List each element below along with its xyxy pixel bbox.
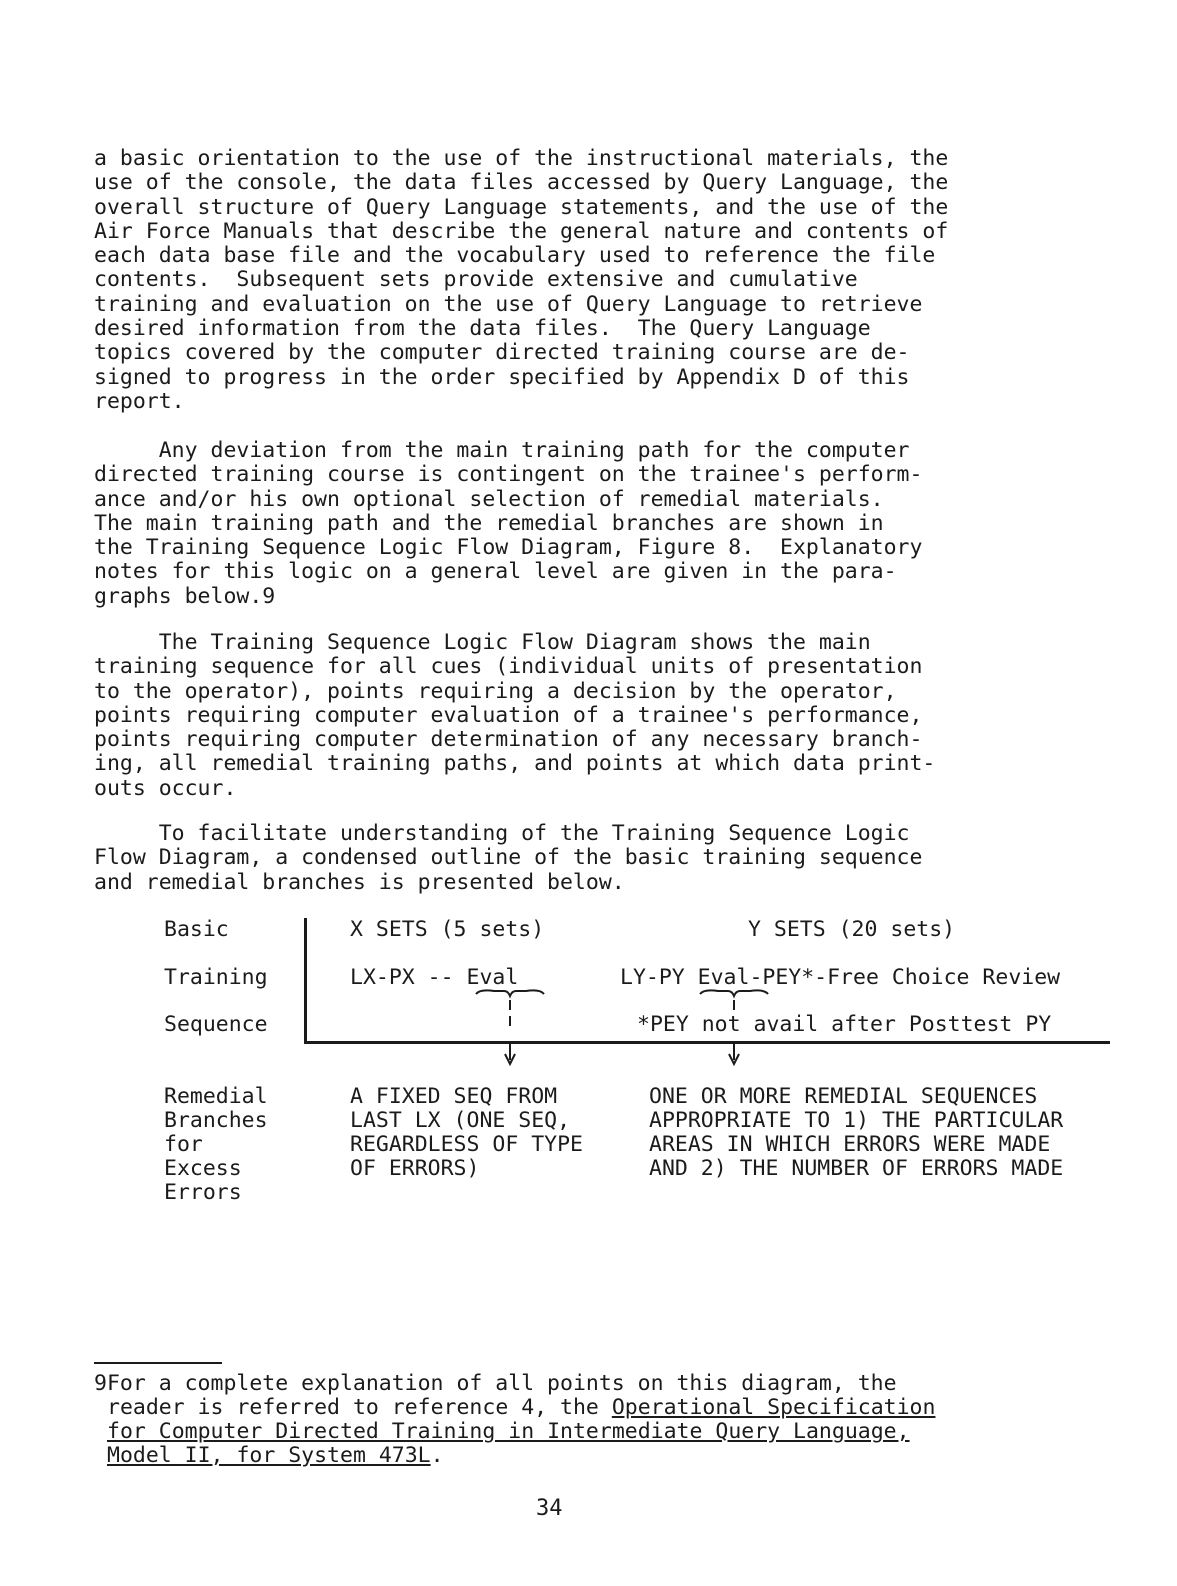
x-brace-connector xyxy=(470,988,550,1068)
row-label-basic: Basic xyxy=(164,917,229,942)
x-remedial-1: A FIXED SEQ FROM xyxy=(350,1084,558,1109)
x-remedial-4: OF ERRORS) xyxy=(350,1156,480,1181)
y-remedial-3: AREAS IN WHICH ERRORS WERE MADE xyxy=(649,1132,1051,1157)
y-brace-connector xyxy=(694,988,774,1068)
remedial-label-5: Errors xyxy=(164,1180,242,1205)
y-remedial-4: AND 2) THE NUMBER OF ERRORS MADE xyxy=(649,1156,1064,1181)
footnote-line-4: Model II, for System 473L. xyxy=(107,1443,444,1468)
y-remedial-2: APPROPRIATE TO 1) THE PARTICULAR xyxy=(649,1108,1064,1133)
footnote-separator xyxy=(94,1362,222,1364)
footnote-marker: 9 xyxy=(94,1371,107,1396)
y-sets-header: Y SETS (20 sets) xyxy=(748,917,956,942)
y-remedial-1: ONE OR MORE REMEDIAL SEQUENCES xyxy=(649,1084,1038,1109)
x-sets-header: X SETS (5 sets) xyxy=(350,917,545,942)
outline-vertical-rule xyxy=(304,918,307,1044)
remedial-label-4: Excess xyxy=(164,1156,242,1181)
paragraph-facilitate: To facilitate understanding of the Training Sequence Logic Flow Diagram, a condensed outline of the basic training sequence and remedial branches is presented below. xyxy=(94,821,923,895)
x-remedial-3: REGARDLESS OF TYPE xyxy=(350,1132,583,1157)
y-sequence: LY-PY Eval-PEY*-Free Choice Review xyxy=(620,965,1061,990)
paragraph-intro: a basic orientation to the use of the instructional materials, the use of the console, the data files accessed by Query Language, the overall structure of Query Language statements, and the use of the Air Force Manuals that describe the general nature and contents of each data base file and the vocabulary used to reference the file contents. Subsequent sets provide extensive and cumulative training and evaluation on the use of Query Language to retrieve desired information from the data files. The Query Language topics covered by the computer directed training course are de- signed to progress in the order specified by Appendix D of this report. xyxy=(94,146,949,414)
x-remedial-2: LAST LX (ONE SEQ, xyxy=(350,1108,571,1133)
paragraph-flow-diagram: The Training Sequence Logic Flow Diagram shows the main training sequence for all cues (individual units of presentation to the operator), points requiring a decision by the operator, points requiring computer evaluation of a trainee's performance, points requiring computer determination of any necessary branch- ing, all remedial training paths, and points at which data print- outs occur. xyxy=(94,630,936,801)
reference-title-part-1: Operational Specification xyxy=(611,1395,936,1420)
remedial-label-2: Branches xyxy=(164,1108,268,1133)
footnote-line-3 xyxy=(107,1420,910,1444)
remedial-label-3: for xyxy=(164,1132,203,1157)
footnote-line-1: 9For a complete explanation of all points on this diagram, the xyxy=(94,1371,897,1396)
reference-title-part-3: Model II, for System 473L xyxy=(107,1443,431,1468)
remedial-label-1: Remedial xyxy=(164,1084,268,1109)
row-label-sequence: Sequence xyxy=(164,1012,268,1037)
paragraph-deviation: Any deviation from the main training path for the computer directed training course is contingent on the trainee's perform- ance and/or his own optional selection of remedial materials. The main training path and the remedial branches are shown in the Training Sequence Logic Flow Diagram, Figure 8. Explanatory notes for this logic on a general level are given in the para- graphs below.9 xyxy=(94,438,923,609)
page-number: 34 xyxy=(536,1496,563,1521)
y-note: *PEY not avail after Posttest PY xyxy=(637,1012,1052,1037)
footnote-line-2: reader is referred to reference 4, the Operational Specification xyxy=(107,1395,936,1420)
reference-title-part-2: for Computer Directed Training in Intermediate Query Language, xyxy=(107,1419,910,1444)
row-label-training: Training xyxy=(164,965,268,990)
x-sequence: LX-PX -- Eval xyxy=(350,965,519,990)
